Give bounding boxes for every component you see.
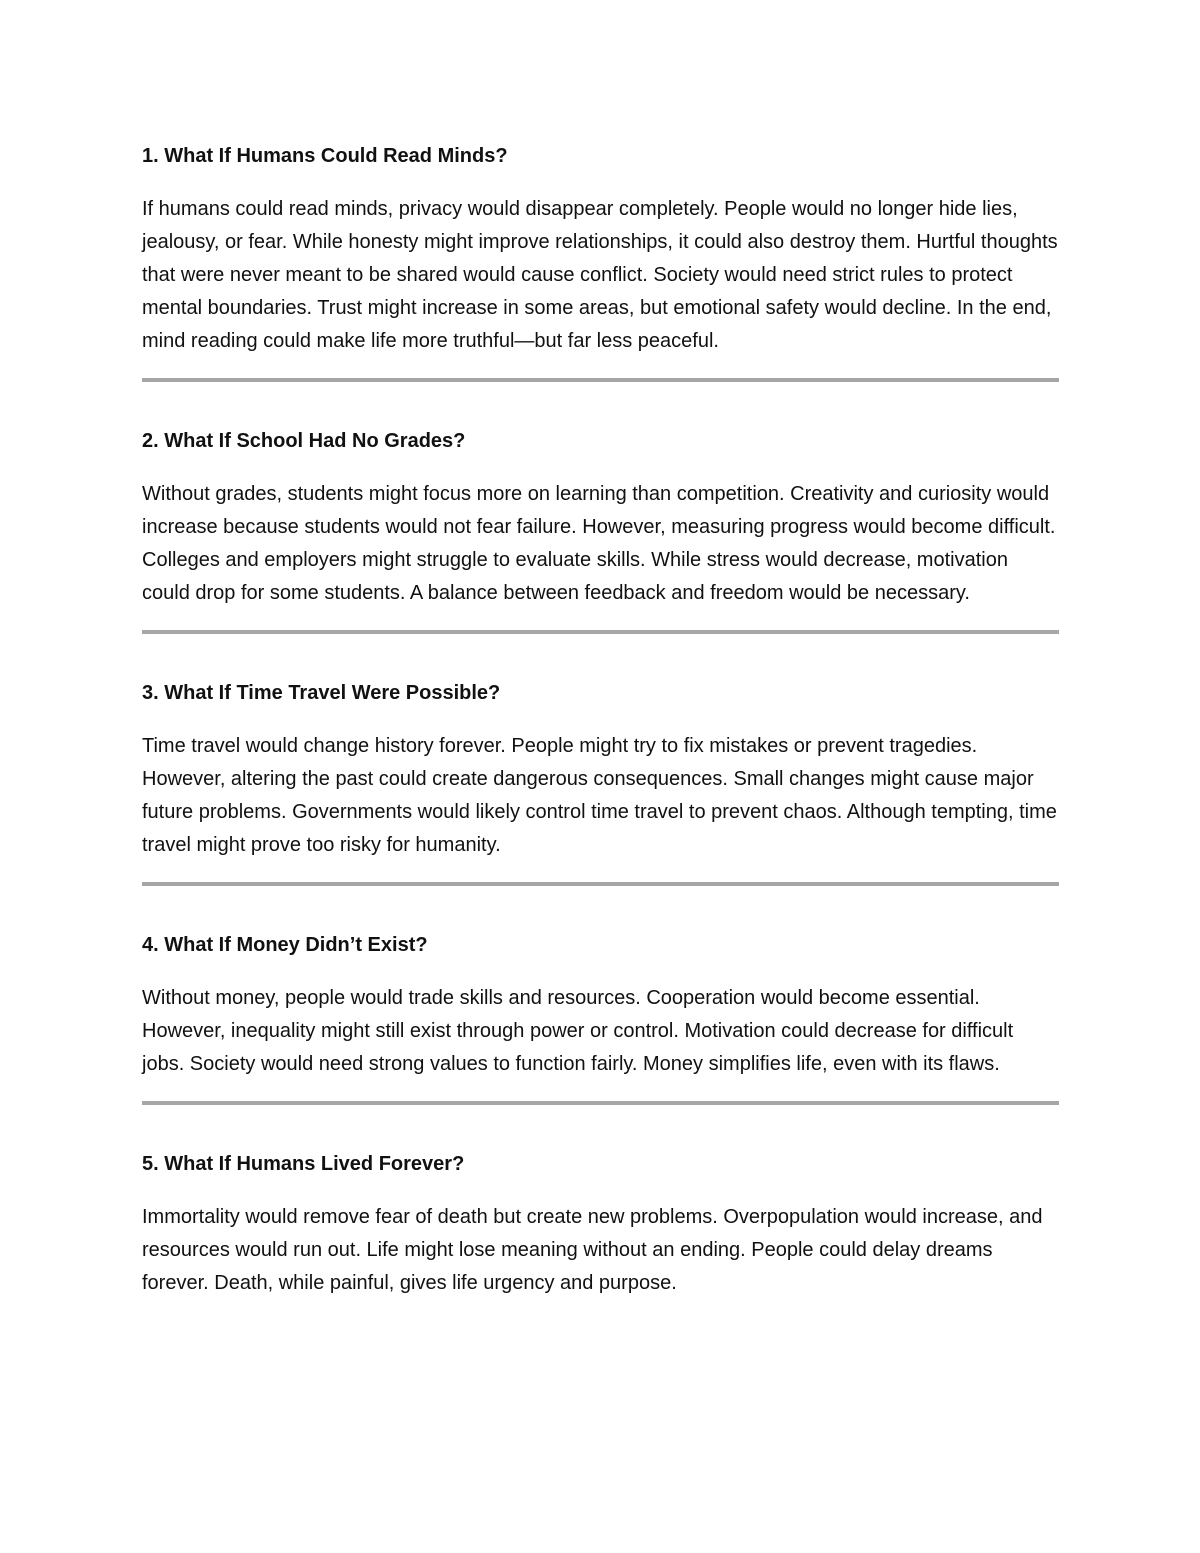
section-live-forever: [142, 1151, 1059, 1300]
section-divider: [142, 882, 1059, 886]
section-divider: [142, 630, 1059, 634]
section-body: Without money, people would trade skills and resources. Cooperation would become essential. However, inequality might still exist through power or control. Motivation could decrease for difficult jobs. Society would need strong values to function fairly. Money simplifies life, even with its flaws.: [142, 987, 1014, 1075]
section-divider: [142, 378, 1059, 382]
section-body: Immortality would remove fear of death but create new problems. Overpopulation would increase, and resources would run out. Life might lose meaning without an ending. People could delay dreams forever. Death, while painful, gives life urgency and purpose.: [142, 1206, 1043, 1294]
section-title: 1. What If Humans Could Read Minds?: [142, 145, 508, 167]
section-title: 3. What If Time Travel Were Possible?: [142, 682, 501, 704]
section-mind-reading: [142, 143, 1059, 358]
section-title: 4. What If Money Didn’t Exist?: [142, 934, 428, 956]
section-body: Time travel would change history forever. People might try to fix mistakes or prevent tragedies. However, altering the past could create dangerous consequences. Small changes might cause major future problems. Governments would likely control time travel to prevent chaos. Although tempting, time travel might prove too risky for humanity.: [142, 735, 1057, 856]
section-no-money: [142, 932, 1059, 1081]
section-body: If humans could read minds, privacy would disappear completely. People would no longer hide lies, jealousy, or fear. While honesty might improve relationships, it could also destroy them. Hurtful thoughts that were never meant to be shared would cause conflict. Society would need strict rules to protect mental boundaries. Trust might increase in some areas, but emotional safety would decline. In the end, mind reading could make life more truthful—but far less peaceful.: [142, 198, 1058, 352]
section-title: 2. What If School Had No Grades?: [142, 430, 466, 452]
section-no-grades: [142, 428, 1059, 610]
section-time-travel: [142, 680, 1059, 862]
section-title: 5. What If Humans Lived Forever?: [142, 1153, 465, 1175]
document-page: [142, 143, 1059, 1300]
section-body: Without grades, students might focus more on learning than competition. Creativity and curiosity would increase because students would not fear failure. However, measuring progress would become difficult. Colleges and employers might struggle to evaluate skills. While stress would decrease, motivation could drop for some students. A balance between feedback and freedom would be necessary.: [142, 483, 1056, 604]
section-divider: [142, 1101, 1059, 1105]
